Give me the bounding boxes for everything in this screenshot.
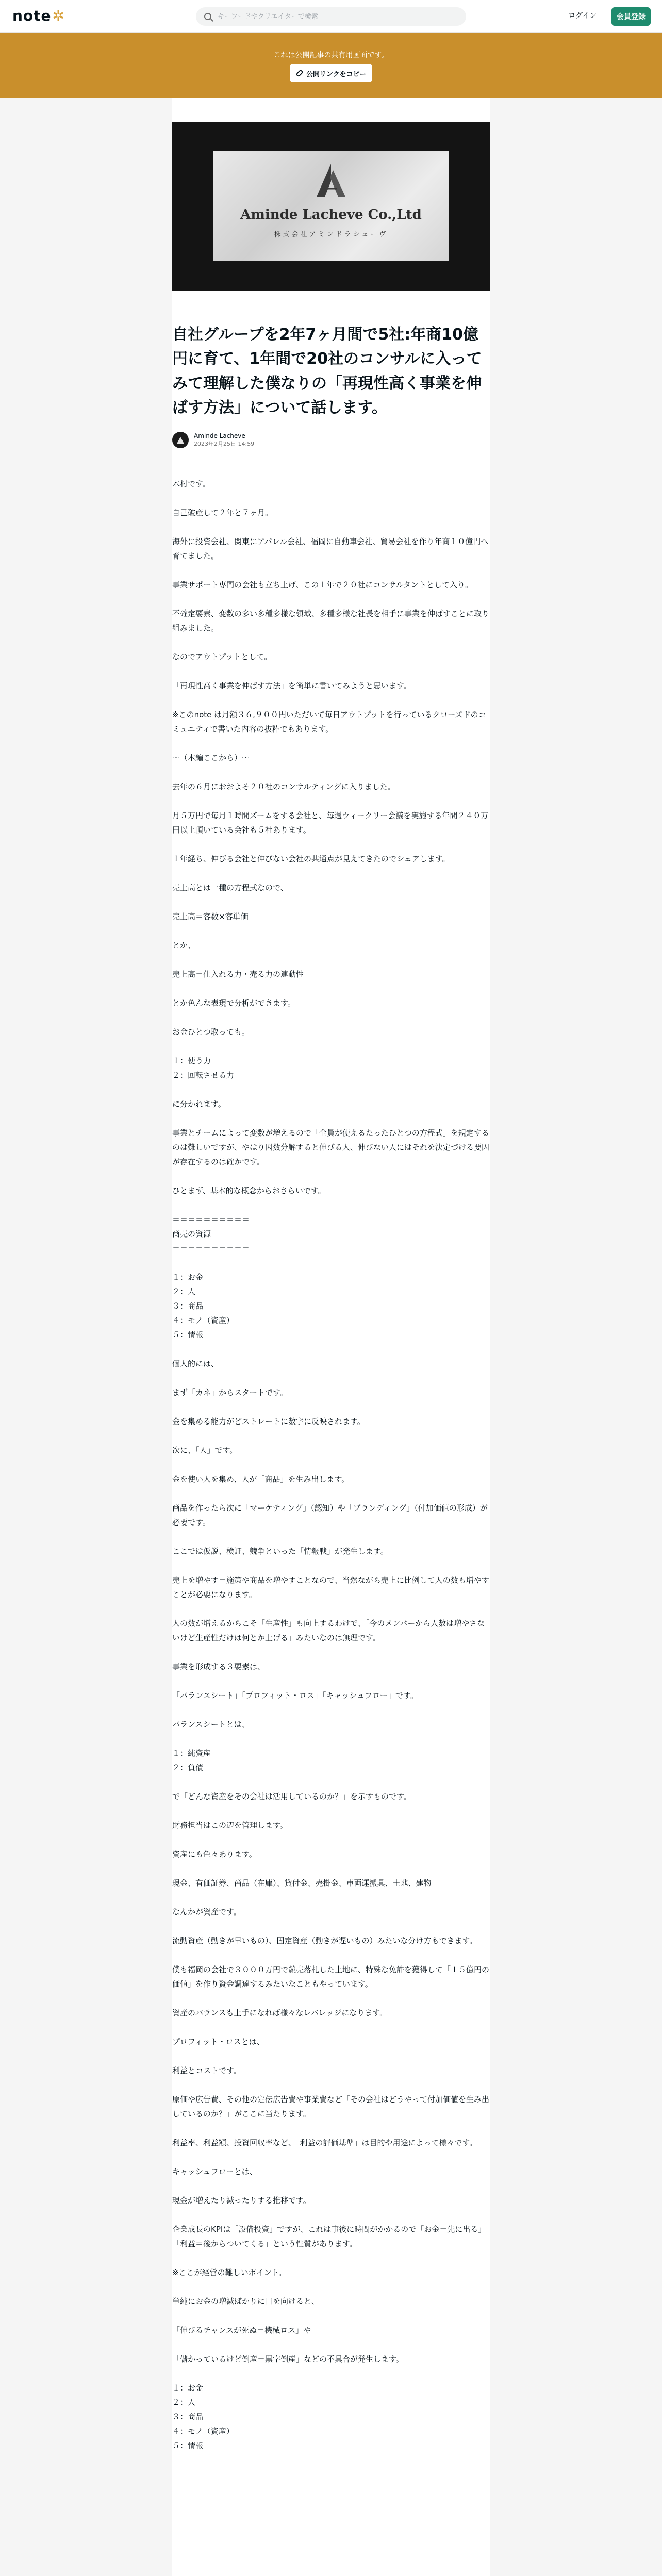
article-paragraph: 事業を形成する３要素は、 (172, 1662, 266, 1671)
article-paragraph: まず「カネ」からスタートです。 (172, 1388, 288, 1397)
article-paragraph: 金を使い人を集め、人が「商品」を生み出します。 (172, 1475, 350, 1484)
article-paragraph: 金を集める能力がどストレートに数字に反映されます。 (172, 1417, 365, 1426)
article-paragraph: 自己破産して２年と７ヶ月。 (172, 508, 273, 517)
hero-image (172, 122, 490, 291)
article-paragraph: 「再現性高く事業を伸ばす方法」を簡単に書いてみようと思います。 (172, 681, 411, 690)
article-paragraph: とか色んな表現で分析ができます。 (172, 998, 295, 1008)
article-paragraph: で「どんな資産をその会社は活用しているのか？」を示すものです。 (172, 1792, 411, 1801)
article-paragraph: 利益とコストです。 (172, 2066, 241, 2075)
article-paragraph: 現金、有価証券、商品（在庫）、貸付金、売掛金、車両運搬具、土地、建物 (172, 1878, 432, 1888)
hero-company-name-jp: 株式会社アミンドラシェーヴ (274, 231, 388, 239)
article-paragraph: 売上高＝客数×客単価 (172, 912, 249, 921)
article-paragraph: １：使う力 ２：回転させる力 (172, 1056, 235, 1080)
article-paragraph: 資産にも色々あります。 (172, 1850, 257, 1859)
article-paragraph: 「バランスシート」「プロフィット・ロス」「キャッシュフロー」です。 (172, 1691, 418, 1700)
search-input[interactable] (218, 13, 455, 21)
article-paragraph: なのでアウトプットとして。 (172, 652, 272, 662)
article-paragraph: お金ひとつ取っても。 (172, 1027, 250, 1037)
note-logo[interactable] (12, 7, 65, 24)
login-link[interactable]: ログイン (568, 12, 597, 20)
article-paragraph: １年経ち、伸びる会社と伸びない会社の共通点が見えてきたのでシェアします。 (172, 854, 450, 863)
article-paragraph: ここでは仮説、検証、競争といった「情報戦」が発生します。 (172, 1547, 388, 1556)
company-logo-icon (315, 163, 347, 199)
article-paragraph: 企業成長のKPIは「設備投資」ですが、これは事後に時間がかかるので「お金＝先に出る」「利益＝後からついてくる」という性質があります。 (172, 2225, 486, 2248)
avatar-logo-icon (177, 437, 184, 444)
article-body (172, 477, 490, 2467)
article-paragraph: ＝＝＝＝＝＝＝＝＝＝ 商売の資源 ＝＝＝＝＝＝＝＝＝＝ (172, 1215, 250, 1253)
article-paragraph: 流動資産（動きが早いもの）、固定資産（動きが遅いもの）みたいな分け方もできます。 (172, 1936, 477, 1945)
article-paragraph: 「儲かっているけど倒産＝黒字倒産」などの不具合が発生します。 (172, 2354, 404, 2364)
link-icon (295, 69, 304, 77)
logo-text: note (12, 7, 52, 24)
article-paragraph: 利益率、利益額、投資回収率など、「利益の評価基準」は目的や用途によって様々です。 (172, 2138, 477, 2147)
article-paragraph: 資産のバランスも上手になれば様々なレバレッジになります。 (172, 2008, 388, 2018)
article-paragraph: に分かれます。 (172, 1099, 226, 1109)
article-paragraph: とか、 (172, 941, 196, 950)
article-paragraph: 売上を増やす＝施策や商品を増やすことなので、当然ながら売上に比例して人の数も増やすことが必要になります。 (172, 1575, 489, 1599)
search-icon (204, 13, 211, 20)
author-name[interactable]: Aminde Lacheve (194, 432, 245, 439)
article-paragraph: バランスシートとは、 (172, 1720, 250, 1729)
article-paragraph: なんかが資産です。 (172, 1907, 241, 1917)
publish-date: 2023年2月25日 14:59 (194, 440, 255, 447)
article-paragraph: 人の数が増えるからこそ「生産性」も向上するわけで、「今のメンバーから人数は増やさないけど生産性だけは何とか上げる」みたいなのは無理です。 (172, 1619, 485, 1642)
signup-button[interactable]: 会員登録 (611, 7, 651, 26)
article-paragraph: 財務担当はこの辺を管理します。 (172, 1821, 288, 1830)
hero-company-name: Aminde Lacheve Co.,Ltd (240, 207, 422, 223)
share-banner (0, 33, 662, 98)
article (172, 98, 490, 2576)
article-paragraph: 海外に投資会社、関東にアパレル会社、福岡に自動車会社、貿易会社を作り年商１０億円へ育てました。 (172, 537, 489, 561)
article-paragraph: 個人的には、 (172, 1359, 219, 1368)
logo-accent-icon: ✲ (52, 7, 65, 24)
article-paragraph: 月５万円で毎月１時間ズームをする会社と、毎週ウィークリー会議を実施する年間２４０万円以上頂いている会社も５社あります。 (172, 811, 489, 835)
top-nav (0, 0, 662, 33)
article-paragraph: 〜（本編ここから）〜 (172, 753, 250, 762)
copy-button-label: 公開リンクをコピー (306, 70, 367, 78)
avatar[interactable] (172, 432, 189, 448)
article-paragraph: 売上高＝仕入れる力・売る力の連動性 (172, 970, 304, 979)
article-paragraph: キャッシュフローとは、 (172, 2167, 257, 2176)
article-paragraph: 単純にお金の増減ばかりに目を向けると、 (172, 2297, 320, 2306)
article-paragraph: ひとまず、基本的な概念からおさらいです。 (172, 1186, 326, 1195)
copy-public-link-button[interactable] (290, 64, 372, 82)
article-paragraph: プロフィット・ロスとは、 (172, 2037, 264, 2046)
article-paragraph: 不確定要素、変数の多い多種多様な領域、多種多様な社長を相手に事業を伸ばすことに取り組みました。 (172, 609, 490, 633)
search-box[interactable] (196, 7, 466, 26)
article-paragraph: 事業とチームによって変数が増えるので「全員が使えるたったひとつの方程式」を規定するのは難しいですが、やはり因数分解すると伸びる人、伸びない人にはそれを決定づける要因が存在するのは確かです。 (172, 1128, 490, 1166)
article-paragraph: 木村です。 (172, 479, 210, 488)
hero-logo-card (213, 151, 449, 261)
article-paragraph: 「伸びるチャンスが死ぬ＝機械ロス」や (172, 2326, 311, 2335)
article-paragraph: １：お金 ２：人 ３：商品 ４：モノ（資産） ５：情報 (172, 1273, 234, 1340)
article-title: 自社グループを2年7ヶ月間で5社:年商10億円に育て、1年間で20社のコンサルに入ってみて理解した僕なりの「再現性高く事業を伸ばす方法」について話します。 (172, 326, 482, 417)
article-paragraph: 去年の６月におおよそ２０社のコンサルティングに入りました。 (172, 782, 395, 791)
banner-message: これは公開記事の共有用画面です。 (273, 51, 389, 59)
article-paragraph: ※ここが経営の難しいポイント。 (172, 2268, 287, 2277)
article-paragraph: 現金が増えたり減ったりする推移です。 (172, 2196, 311, 2205)
article-paragraph: 事業サポート専門の会社も立ち上げ、この１年で２０社にコンサルタントとして入り。 (172, 580, 473, 589)
article-paragraph: 僕も福岡の会社で３０００万円で競売落札した土地に、特殊な免許を獲得して「１５億円の価値」を作り資金調達するみたいなこともやっています。 (172, 1965, 490, 1989)
article-paragraph: １：純資産 ２：負債 (172, 1749, 211, 1772)
article-paragraph: ※このnote は月額３６,９００円いただいて毎日アウトプットを行っているクローズドのコミュニティで書いた内容の抜粋でもあります。 (172, 710, 486, 734)
article-paragraph: 次に、「人」です。 (172, 1446, 238, 1455)
article-paragraph: １：お金 ２：人 ３：商品 ４：モノ（資産） ５：情報 (172, 2383, 234, 2450)
author-block[interactable] (172, 432, 254, 448)
article-paragraph: 商品を作ったら次に「マーケティング」（認知）や「ブランディング」（付加価値の形成）が必要です。 (172, 1503, 488, 1527)
article-paragraph: 原価や広告費、その他の定伝広告費や事業費など「その会社はどうやって付加価値を生み出しているのか？」がここに当たります。 (172, 2095, 490, 2119)
article-paragraph: 売上高とは一種の方程式なので、 (172, 883, 288, 892)
author-meta (194, 432, 254, 448)
